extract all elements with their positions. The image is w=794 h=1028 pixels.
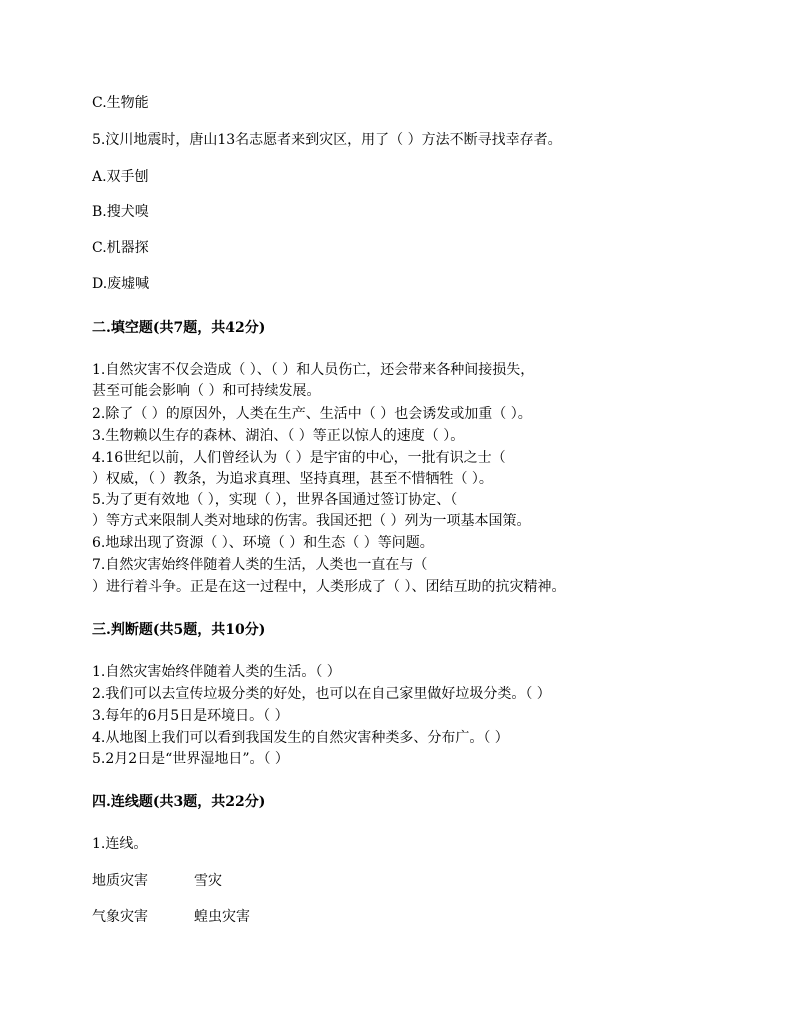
true-false-item: 5.2月2日是“世界湿地日”。（ ） (92, 751, 289, 767)
true-false-item: 2.我们可以去宣传垃圾分类的好处，也可以在自己家里做好垃圾分类。（ ） (92, 686, 551, 702)
option-b: B.搜犬嗅 (92, 204, 149, 220)
fill-blank-line: 6.地球出现了资源（ ）、环境（ ）和生态（ ）等问题。 (92, 535, 434, 551)
match-left-item: 地质灾害 (92, 873, 148, 889)
matching-question: 1.连线。 (92, 836, 148, 852)
true-false-item: 3.每年的6月5日是环境日。（ ） (92, 708, 289, 724)
fill-blank-line: 1.自然灾害不仅会造成（ ）、（ ）和人员伤亡，还会带来各种间接损失， (92, 362, 535, 378)
option-c-prev: C.生物能 (92, 95, 149, 111)
option-a: A.双手刨 (92, 169, 149, 185)
fill-blank-line: 5.为了更有效地（ ），实现（ ），世界各国通过签订协定、（ (92, 492, 458, 508)
fill-blank-line: 4.16世纪以前，人们曾经认为（ ）是宇宙的中心，一批有识之士（ (92, 450, 506, 466)
option-c: C.机器探 (92, 240, 149, 256)
option-d: D.废墟喊 (92, 276, 150, 292)
fill-blank-line: 3.生物赖以生存的森林、湖泊、（ ）等正以惊人的速度（ ）。 (92, 428, 465, 444)
match-right-item: 蝗虫灾害 (194, 909, 250, 925)
match-left-item: 气象灾害 (92, 909, 148, 925)
fill-blank-line: 2.除了（ ）的原因外，人类在生产、生活中（ ）也会诱发或加重（ ）。 (92, 406, 532, 422)
section-heading-fill-blank: 二.填空题(共7题，共42分) (92, 320, 266, 336)
section-heading-matching: 四.连线题(共3题，共22分) (92, 794, 266, 810)
true-false-item: 4.从地图上我们可以看到我国发生的自然灾害种类多、分布广。（ ） (92, 730, 509, 746)
fill-blank-line: ）权威，（ ）教条，为追求真理、坚持真理，甚至不惜牺牲（ ）。 (92, 471, 493, 487)
true-false-item: 1.自然灾害始终伴随着人类的生活。（ ） (92, 664, 341, 680)
question-5: 5.汶川地震时，唐山13名志愿者来到灾区，用了（ ）方法不断寻找幸存者。 (92, 132, 562, 148)
section-heading-true-false: 三.判断题(共5题，共10分) (92, 622, 266, 638)
fill-blank-line: 甚至可能会影响（ ）和可持续发展。 (92, 383, 321, 399)
fill-blank-line: ）等方式来限制人类对地球的伤害。我国还把（ ）列为一项基本国策。 (92, 513, 531, 529)
match-right-item: 雪灾 (194, 873, 222, 889)
fill-blank-line: 7.自然灾害始终伴随着人类的生活，人类也一直在与（ (92, 557, 428, 573)
fill-blank-line: ）进行着斗争。正是在这一过程中，人类形成了（ ）、团结互助的抗灾精神。 (92, 579, 566, 595)
